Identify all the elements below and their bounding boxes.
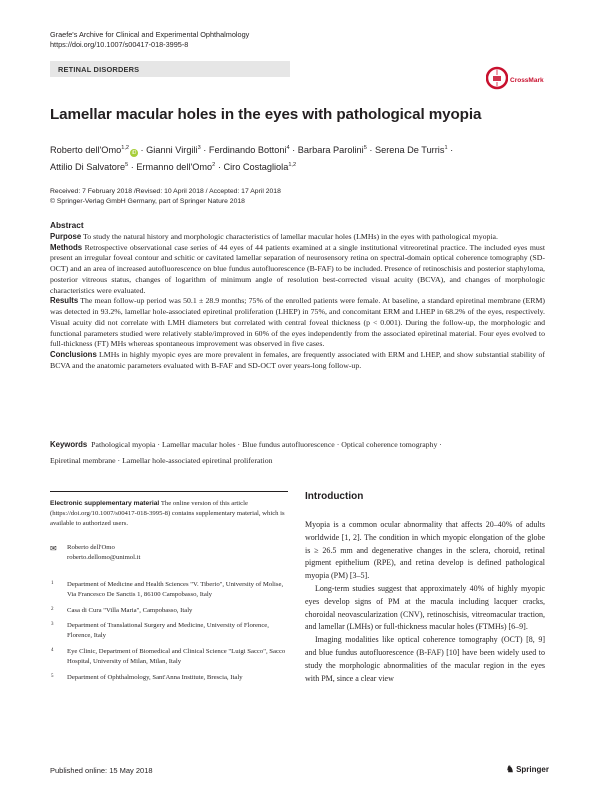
author-name[interactable]: Ferdinando Bottoni xyxy=(208,145,287,155)
crossmark-badge[interactable] xyxy=(486,66,548,96)
author-name[interactable]: Ermanno dell'Omo xyxy=(136,162,213,172)
supplementary-note xyxy=(50,491,288,528)
affiliation-text: Department of Medicine and Health Sciences "V. Tiberio", University of Molise, Via Francesco De Sanctis 1, 86100 Campobasso, Italy xyxy=(67,581,284,598)
abstract xyxy=(50,220,545,372)
affiliations xyxy=(50,580,288,688)
affiliation-text: Department of Translational Surgery and Medicine, University of Florence, Florence, Italy xyxy=(67,622,269,640)
journal-header xyxy=(50,30,249,50)
affiliation-number: 5 xyxy=(51,673,54,679)
crossmark-label: CrossMark xyxy=(510,77,544,84)
keywords-label: Keywords xyxy=(50,440,88,449)
copyright-line: © Springer-Verlag GmbH Germany, part of Springer Nature 2018 xyxy=(50,198,245,205)
author-name[interactable]: Serena De Turris xyxy=(374,145,445,155)
section-label: RETINAL DISORDERS xyxy=(50,61,290,77)
methods-text: Retrospective observational case series of 44 eyes of 44 patients examined at a single institutional vitreoretinal practice. The included eyes must present an irregular foveal contour and schitic or cavitated lamellar separation of neurosensory retina on spectral-domain optical coherence tomography (SD-OCT) and an area of increased autofluorescence on blue fundus autofluorescence (B-FAF) to be included. Presence of retinoschisis and posterior staphyloma, posterior vitreous status, changes of logarithm of minimum angle of resolution best-corrected visual acuity (BCVA), and changes of morphologic characteristics were evaluated. xyxy=(50,242,545,295)
author-affil-ref: 1,2 xyxy=(288,162,297,168)
results-text: The mean follow-up period was 50.1 ± 28.9 months; 75% of the enrolled patients were female. At baseline, a standard epiretinal membrane (ERM) was detected in 93.2%, lamellar hole-associated epiretinal proliferation (LHEP) in 75%, and concomitant ERM and LHEP in 68.2% of the eyes, respectively. Visual acuity did not correlate with LMH diameters but correlated with central foveal thickness (p < 0.001). During the follow-up, the morphologic and functional parameters studied were relatively stable/improved in 60% of the eyes independently from the associated epiretinal material. Four eyes evolved to full-thickness (FT) MHs whereas spontaneous improvement was observed in five cases. xyxy=(50,296,545,349)
esm-text: The online version of this article (https://doi.org/10.1007/s00417-018-3995-8) contains supplementary material, which is available to authorized users. xyxy=(50,500,285,527)
journal-name: Graefe's Archive for Clinical and Experimental Ophthalmology xyxy=(50,30,250,39)
author-affil-ref: 3 xyxy=(197,145,201,151)
introduction-heading: Introduction xyxy=(305,491,364,502)
author-name[interactable]: Gianni Virgili xyxy=(146,145,198,155)
correspondence xyxy=(50,543,288,563)
author-list xyxy=(50,141,550,175)
keywords xyxy=(50,437,545,469)
keywords-line-1: Pathological myopia · Lamellar macular holes · Blue fundus autofluorescence · Optical coherence tomography · xyxy=(91,440,442,449)
article-title: Lamellar macular holes in the eyes with pathological myopia xyxy=(50,106,482,123)
affiliation-number: 2 xyxy=(51,606,54,612)
results-label: Results xyxy=(50,296,79,306)
intro-paragraph: Long-term studies suggest that approximately 40% of highly myopic eyes develop signs of PM at the macula including lacquer cracks, choroidal neovascularization (CNV), retinoschisis, vitreomacular traction, and lamellar (LMHs) or full-thickness macular holes (FTMHs) [6–9]. xyxy=(305,583,545,632)
introduction-body xyxy=(305,519,545,685)
purpose-text: To study the natural history and morphologic characteristics of lamellar macular holes (LMHs) in the eyes with pathological myopia. xyxy=(83,231,498,241)
affiliation-item xyxy=(50,606,288,616)
author-affil-ref: 5 xyxy=(125,162,129,168)
author-affil-ref: 2 xyxy=(212,162,216,168)
author-name[interactable]: Roberto dell'Omo xyxy=(50,145,122,155)
affiliation-item xyxy=(50,673,288,683)
springer-horse-icon: ♞ xyxy=(506,764,515,774)
affiliation-text: Casa di Cura "Villa Maria", Campobasso, Italy xyxy=(67,606,193,614)
affiliation-text: Eye Clinic, Department of Biomedical and Clinical Science "Luigi Sacco", Sacco Hospital, University of Milan, Milan, Italy xyxy=(67,647,286,665)
envelope-icon: ✉ xyxy=(50,544,57,553)
author-affil-ref: 4 xyxy=(286,145,290,151)
affiliation-text: Department of Ophthalmology, Sant'Anna Institute, Brescia, Italy xyxy=(67,673,243,681)
methods-label: Methods xyxy=(50,242,83,252)
conclusions-text: LMHs in highly myopic eyes are more prevalent in females, are frequently associated with ERM and LHEP, and show substantial stability of BCVA and the anatomic parameters evaluated with B-FAF and SD-OCT over years-long follow-up. xyxy=(50,350,545,370)
esm-label: Electronic supplementary material xyxy=(50,500,160,507)
author-name[interactable]: Ciro Costagliola xyxy=(223,162,289,172)
article-dates xyxy=(50,187,281,207)
affiliation-number: 4 xyxy=(51,647,54,653)
crossmark-icon xyxy=(486,66,508,92)
orcid-icon[interactable]: iD xyxy=(131,150,137,156)
history-dates: Received: 7 February 2018 /Revised: 10 April 2018 / Accepted: 17 April 2018 xyxy=(50,188,281,195)
affiliation-item xyxy=(50,621,288,641)
abstract-methods xyxy=(50,243,545,297)
corresponding-author: Roberto dell'Omo xyxy=(67,544,115,551)
keywords-line-2: Epiretinal membrane · Lamellar hole-associated epiretinal proliferation xyxy=(50,456,273,465)
affiliation-number: 3 xyxy=(51,622,54,628)
published-date: Published online: 15 May 2018 xyxy=(50,766,153,775)
publisher-name: Springer xyxy=(516,765,549,774)
author-line-2: Attilio Di Salvatore$^5$ · Ermanno dell'Omo$^2$ · Ciro Costagliola$^{1,2}$ xyxy=(50,162,297,172)
purpose-label: Purpose xyxy=(50,231,82,241)
publisher-logo xyxy=(506,764,549,775)
intro-paragraph: Myopia is a common ocular abnormality that affects 20–40% of adults worldwide [1, 2]. The condition in which myopic elongation of the globe is ≥ 26.5 mm and degenerative changes in the sclera, choroid, retinal pigment epithelium (RPE), and retina develop is defined pathological myopia (PM) [3–5]. xyxy=(305,520,545,581)
author-affil-ref: 1,2 xyxy=(121,145,129,151)
corresponding-email[interactable]: roberto.dellomo@unimol.it xyxy=(67,554,141,561)
conclusions-label: Conclusions xyxy=(50,350,97,359)
affiliation-item xyxy=(50,647,288,667)
affiliation-item xyxy=(50,580,288,600)
author-affil-ref: 1 xyxy=(444,145,448,151)
abstract-purpose xyxy=(50,232,545,243)
author-affil-ref: 5 xyxy=(363,145,367,151)
abstract-heading: Abstract xyxy=(50,220,84,230)
author-name[interactable]: Attilio Di Salvatore xyxy=(50,162,126,172)
abstract-results xyxy=(50,296,545,350)
author-name[interactable]: Barbara Parolini xyxy=(297,145,364,155)
intro-paragraph: Imaging modalities like optical coherence tomography (OCT) [8, 9] and blue fundus autofluorescence (B-FAF) [10] have been widely used to study the morphologic abnormalities of the macular region in the eyes with PM, since a clear view xyxy=(305,635,545,683)
author-line-1: Roberto dell'Omo$^{1,2}$iD · Gianni Virgili$^3$ · Ferdinando Bottoni$^4$ · Barbara Parolini$^5$ · Serena De Turris$^1$ · xyxy=(50,145,454,156)
abstract-conclusions xyxy=(50,350,545,372)
journal-doi[interactable]: https://doi.org/10.1007/s00417-018-3995-8 xyxy=(50,40,189,49)
affiliation-number: 1 xyxy=(51,581,54,586)
